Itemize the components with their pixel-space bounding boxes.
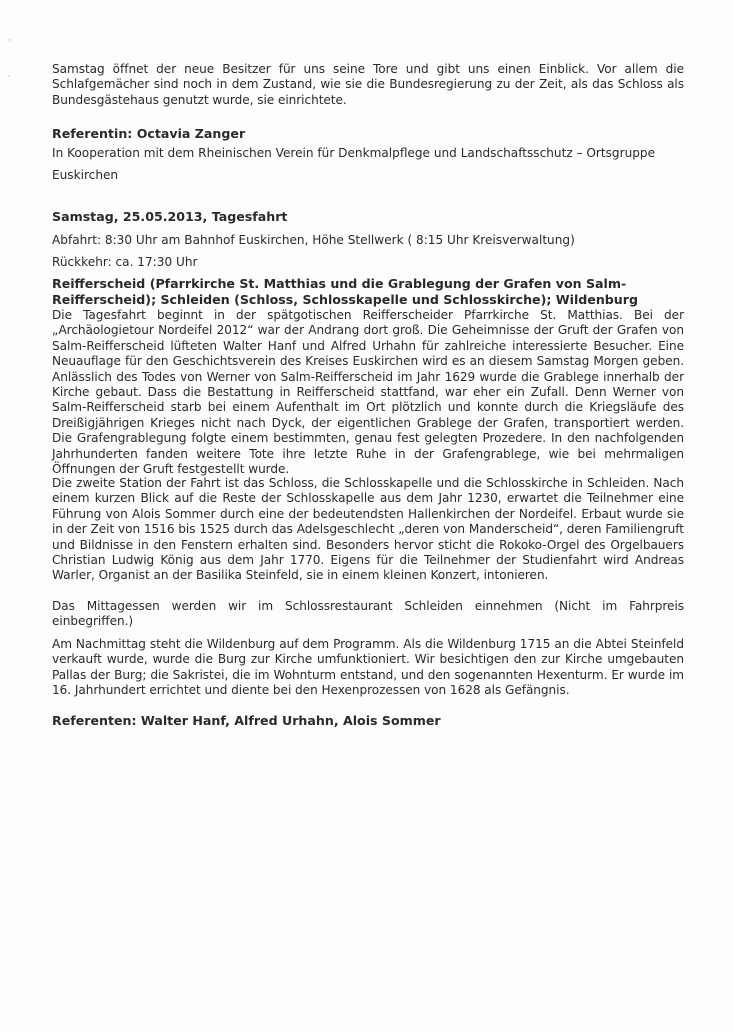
intro-speaker: Referentin: Octavia Zanger: [52, 126, 246, 141]
cooperation-line-2: Euskirchen: [52, 168, 119, 182]
trip-speakers: Referenten: Walter Hanf, Alfred Urhahn, Alois Sommer: [52, 713, 441, 728]
trip-paragraph-lunch: Das Mittagessen werden wir im Schlossrestaurant Schleiden einnehmen (Nicht im Fahrpreis einbegriffen.): [52, 599, 684, 629]
cooperation-line-1: In Kooperation mit dem Rheinischen Verein für Denkmalpflege und Landschaftsschutz – Ortsgruppe: [52, 146, 656, 160]
trip-return: Rückkehr: ca. 17:30 Uhr: [52, 255, 198, 269]
trip-headline: Reifferscheid (Pfarrkirche St. Matthias und die Grablegung der Grafen von Salm-Reifferscheid); Schleiden (Schloss, Schlosskapelle und Schlosskirche); Wildenburg: [52, 276, 639, 307]
intro-paragraph: Samstag öffnet der neue Besitzer für uns seine Tore und gibt uns einen Einblick. Vor allem die Schlafgemächer sind noch in dem Zustand, wie sie die Bundesregierung zu der Zeit, als das Schloss als Bundesgästehaus genutzt wurde, sie einrichtete.: [52, 62, 684, 107]
trip-paragraph-reifferscheid: Die Tagesfahrt beginnt in der spätgotischen Reifferscheider Pfarrkirche St. Matthias. Bei der „Archäologietour Nordeifel 2012“ war der Andrang dort groß. Die Geheimnisse der Gruft der Grafen von Salm-Reifferscheid lüfteten Walter Hanf und Alfred Urhahn für zahlreiche interessierte Besucher. Eine Neuauflage für den Geschichtsverein des Kreises Euskirchen wird es an diesem Samstag Morgen geben. Anlässlich des Todes von Werner von Salm-Reifferscheid im Jahr 1629 wurde die Grablege innerhalb der Kirche gebaut. Dass die Bestattung in Reifferscheid stattfand, war eher ein Zufall. Denn Werner von Salm-Reifferscheid starb bei einem Aufenthalt im Ort plötzlich und konnte durch die Kriegsläufe des Dreißigjährigen Krieges nicht nach Dyck, der eigentlichen Grablege der Grafen, transportiert werden. Die Grafengrablegung folgte einem bestimmten, genau fest gelegten Prozedere. In den nachfolgenden Jahrhunderten fanden weitere Tote ihre letzte Ruhe in der Grafengrablege, wie bei mehrmaligen Öffnungen der Gruft festgestellt wurde.: [52, 308, 684, 477]
trip-paragraph-schleiden: Die zweite Station der Fahrt ist das Schloss, die Schlosskapelle und die Schlosskirche in Schleiden. Nach einem kurzen Blick auf die Reste der Schlosskapelle aus dem Jahr 1230, erwartet die Teilnehmer eine Führung von Alois Sommer durch eine der bedeutendsten Hallenkirchen der Nordeifel. Erbaut wurde sie in der Zeit von 1516 bis 1525 durch das Adelsgeschlecht „deren von Manderscheid“, deren Familiengruft und Bildnisse in den Fenstern erhalten sind. Besonders hervor sticht die Rokoko-Orgel des Orgelbauers Christian Ludwig König aus dem Jahr 1770. Eigens für die Teilnehmer der Studienfahrt wird Andreas Warler, Organist an der Basilika Steinfeld, sie in einem kleinen Konzert, intonieren.: [52, 476, 684, 583]
trip-departure: Abfahrt: 8:30 Uhr am Bahnhof Euskirchen, Höhe Stellwerk ( 8:15 Uhr Kreisverwaltung): [52, 233, 575, 247]
scan-speck: ·: [8, 72, 11, 82]
trip-paragraph-wildenburg: Am Nachmittag steht die Wildenburg auf dem Programm. Als die Wildenburg 1715 an die Abtei Steinfeld verkauft wurde, wurde die Burg zur Kirche umfunktioniert. Wir besichtigen den zur Kirche umgebauten Pallas der Burg; die Sakristei, die im Wohnturm entstand, und den sogenannten Hexenturm. Er wurde im 16. Jahrhundert errichtet und diente bei den Hexenprozessen von 1628 als Gefängnis.: [52, 637, 684, 698]
trip-date-title: Samstag, 25.05.2013, Tagesfahrt: [52, 209, 288, 224]
scan-speck: ·: [8, 36, 11, 46]
